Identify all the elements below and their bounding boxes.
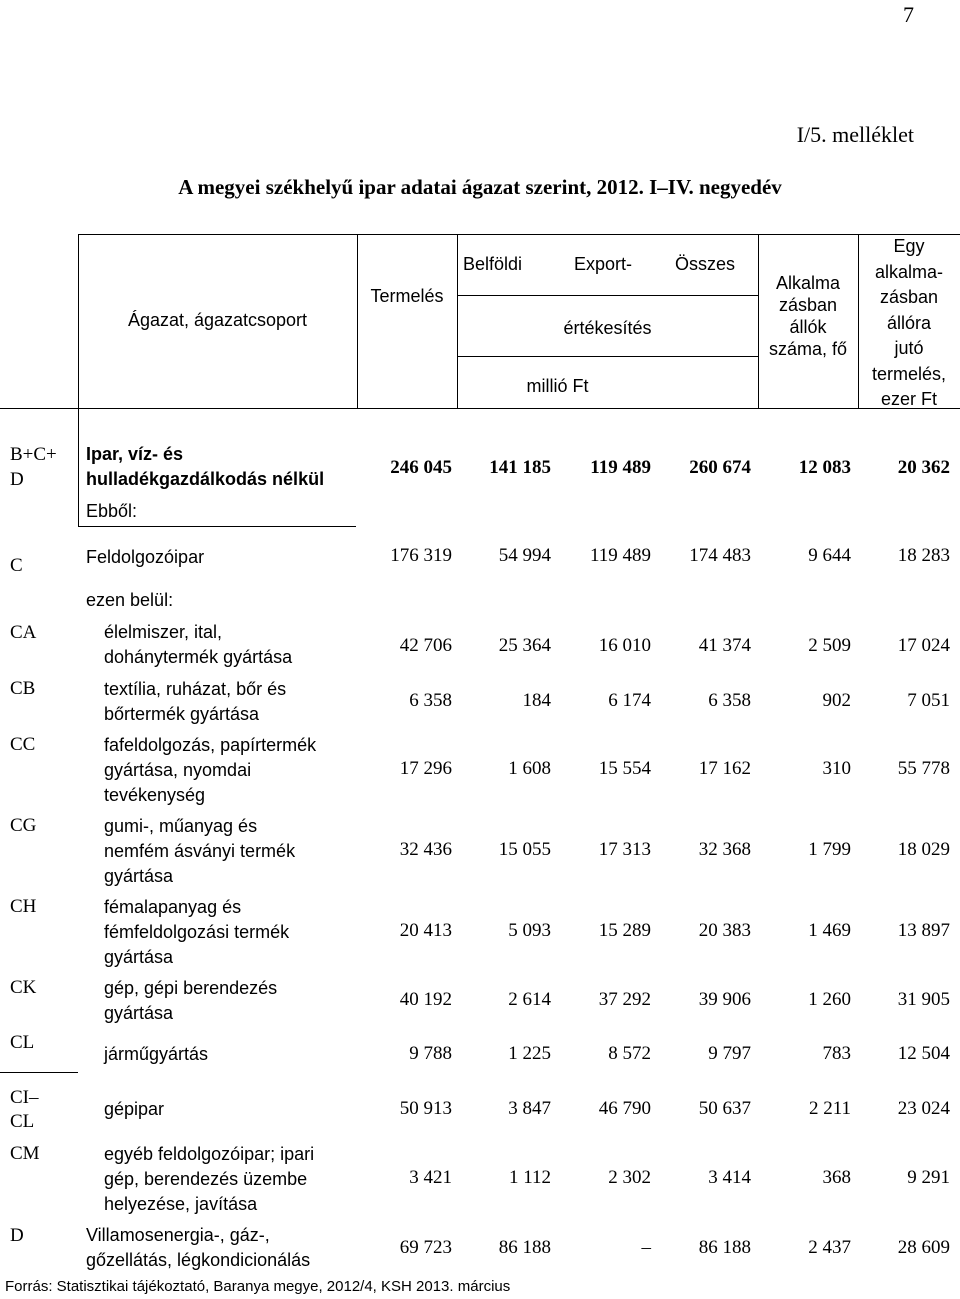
cell-employees: 902 xyxy=(822,690,851,711)
cell-total: 9 797 xyxy=(708,1043,751,1064)
cell-total: 17 162 xyxy=(698,758,751,779)
row-label: Ipar, víz- és hulladékgazdálkodás nélkül xyxy=(86,444,325,489)
cell-domestic: 141 185 xyxy=(489,457,551,478)
cell-employees: 368 xyxy=(822,1167,851,1188)
row-label: textília, ruházat, bőr és bőrtermék gyártása xyxy=(104,679,287,724)
cell-employees: 2 211 xyxy=(808,1098,851,1119)
row-label: járműgyártás xyxy=(104,1044,209,1064)
row-code: CB xyxy=(10,678,36,699)
ezen-belul-label: ezen belül: xyxy=(86,590,174,610)
cell-production: 246 045 xyxy=(390,457,452,478)
cell-production: 6 358 xyxy=(409,690,452,711)
row-code: D xyxy=(10,1225,24,1246)
row-code: CK xyxy=(10,977,37,998)
cell-export: 16 010 xyxy=(598,635,651,656)
cell-employees: 1 469 xyxy=(808,920,851,941)
row-code: CA xyxy=(10,622,37,643)
row-code: CG xyxy=(10,815,37,836)
cell-per-employee: 9 291 xyxy=(907,1167,950,1188)
row-label: fémalapanyag és fémfeldolgozási termék gyártása xyxy=(104,897,290,967)
cell-export: 17 313 xyxy=(598,839,651,860)
cell-export: 37 292 xyxy=(598,989,651,1010)
cell-employees: 1 260 xyxy=(808,989,851,1010)
row-label: gép, gépi berendezés gyártása xyxy=(104,978,278,1023)
cell-production: 42 706 xyxy=(399,635,452,656)
cell-domestic: 25 364 xyxy=(498,635,551,656)
cell-employees: 310 xyxy=(822,758,851,779)
cell-total: 174 483 xyxy=(689,545,751,566)
row-label: élelmiszer, ital, dohánytermék gyártása xyxy=(104,622,293,667)
cell-export: 2 302 xyxy=(608,1167,651,1188)
header-employees: Alkalma zásban állók száma, fő xyxy=(768,273,848,359)
cell-total: 50 637 xyxy=(698,1098,751,1119)
cell-per-employee: 20 362 xyxy=(897,457,950,478)
cell-domestic: 54 994 xyxy=(498,545,551,566)
cell-domestic: 1 225 xyxy=(508,1043,551,1064)
cell-per-employee: 28 609 xyxy=(897,1237,950,1258)
page-number: 7 xyxy=(903,2,914,27)
cell-total: 41 374 xyxy=(698,635,751,656)
cell-export: – xyxy=(641,1237,651,1258)
cell-total: 20 383 xyxy=(698,920,751,941)
cell-export: 119 489 xyxy=(589,545,651,566)
cell-total: 32 368 xyxy=(698,839,751,860)
cell-production: 50 913 xyxy=(399,1098,452,1119)
cell-production: 69 723 xyxy=(399,1237,452,1258)
cell-per-employee: 23 024 xyxy=(897,1098,950,1119)
row-label: Feldolgozóipar xyxy=(86,547,205,567)
row-label: fafeldolgozás, papírtermék gyártása, nyomdai tevékenység xyxy=(104,735,317,805)
cell-total: 86 188 xyxy=(698,1237,751,1258)
header-sales: értékesítés xyxy=(563,318,652,338)
cell-export: 8 572 xyxy=(608,1043,651,1064)
cell-per-employee: 7 051 xyxy=(907,690,950,711)
row-code: CI– CL xyxy=(10,1087,39,1132)
cell-production: 20 413 xyxy=(399,920,452,941)
row-code: B+C+ D xyxy=(10,444,57,490)
cell-total: 260 674 xyxy=(689,457,751,478)
source-note: Forrás: Statisztikai tájékoztató, Baranya megye, 2012/4, KSH 2013. március xyxy=(5,1278,511,1295)
table-title: A megyei székhelyű ipar adatai ágazat szerint, 2012. I–IV. negyedév xyxy=(178,175,782,199)
cell-domestic: 1 608 xyxy=(508,758,551,779)
cell-production: 17 296 xyxy=(399,758,452,779)
cell-per-employee: 18 283 xyxy=(897,545,950,566)
cell-export: 15 554 xyxy=(598,758,651,779)
cell-production: 32 436 xyxy=(399,839,452,860)
cell-per-employee: 55 778 xyxy=(897,758,950,779)
cell-per-employee: 13 897 xyxy=(897,920,950,941)
cell-total: 3 414 xyxy=(708,1167,751,1188)
cell-per-employee: 31 905 xyxy=(897,989,950,1010)
cell-production: 40 192 xyxy=(399,989,452,1010)
header-export: Export- xyxy=(574,254,633,274)
cell-employees: 12 083 xyxy=(798,457,851,478)
cell-export: 119 489 xyxy=(590,457,651,478)
row-code: CL xyxy=(10,1032,35,1053)
cell-employees: 2 437 xyxy=(808,1237,851,1258)
cell-employees: 783 xyxy=(822,1043,851,1064)
cell-per-employee: 12 504 xyxy=(897,1043,950,1064)
cell-total: 39 906 xyxy=(698,989,751,1010)
row-code: CC xyxy=(10,734,36,755)
header-production: Termelés xyxy=(370,286,444,306)
cell-domestic: 1 112 xyxy=(508,1167,551,1188)
cell-domestic: 184 xyxy=(522,690,551,711)
ebbol-label: Ebből: xyxy=(86,501,138,521)
cell-production: 9 788 xyxy=(409,1043,452,1064)
cell-domestic: 5 093 xyxy=(508,920,551,941)
header-unit: millió Ft xyxy=(526,376,589,396)
cell-production: 176 319 xyxy=(390,545,452,566)
row-label: gépipar xyxy=(104,1099,165,1119)
cell-export: 46 790 xyxy=(598,1098,651,1119)
cell-employees: 1 799 xyxy=(808,839,851,860)
cell-domestic: 2 614 xyxy=(508,989,551,1010)
cell-employees: 2 509 xyxy=(808,635,851,656)
row-label: egyéb feldolgozóipar; ipari gép, berendezés üzembe helyezése, javítása xyxy=(104,1144,315,1214)
cell-export: 6 174 xyxy=(608,690,651,711)
cell-production: 3 421 xyxy=(409,1167,452,1188)
header-sector: Ágazat, ágazatcsoport xyxy=(127,310,308,330)
header-domestic: Belföldi xyxy=(463,254,523,274)
annex-label: I/5. melléklet xyxy=(796,122,914,147)
cell-export: 15 289 xyxy=(598,920,651,941)
cell-domestic: 3 847 xyxy=(508,1098,551,1119)
cell-domestic: 86 188 xyxy=(498,1237,551,1258)
cell-employees: 9 644 xyxy=(808,545,851,566)
header-total: Összes xyxy=(675,254,736,274)
cell-per-employee: 17 024 xyxy=(897,635,950,656)
row-label: gumi-, műanyag és nemfém ásványi termék gyártása xyxy=(104,816,296,886)
row-code: CH xyxy=(10,896,37,917)
row-label: Villamosenergia-, gáz-, gőzellátás, légkondicionálás xyxy=(86,1225,311,1270)
row-code: C xyxy=(10,555,23,576)
row-code: CM xyxy=(10,1143,40,1164)
cell-domestic: 15 055 xyxy=(498,839,551,860)
cell-total: 6 358 xyxy=(708,690,751,711)
cell-per-employee: 18 029 xyxy=(897,839,950,860)
header-per-employee: Egy alkalma- zásban állóra jutó termelés, ezer Ft xyxy=(871,236,947,409)
